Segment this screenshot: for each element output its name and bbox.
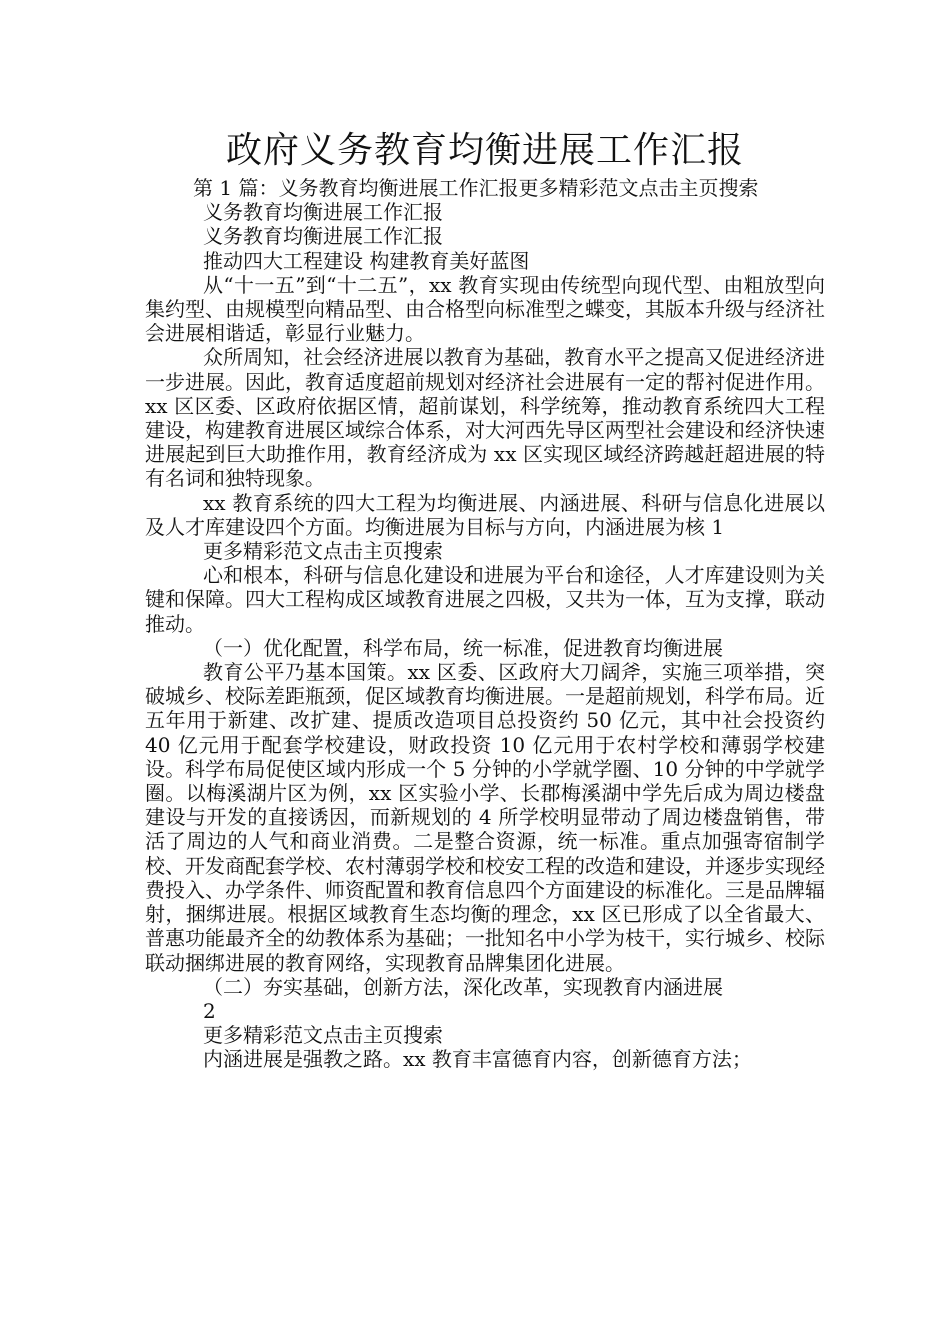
document-title: 政府义务教育均衡进展工作汇报 xyxy=(225,130,744,171)
chapter-heading: 第 1 篇：义务教育均衡进展工作汇报更多精彩范文点击主页搜索 xyxy=(193,176,759,200)
document-page xyxy=(145,128,825,1072)
body-paragraph: 众所周知，社会经济进展以教育为基础，教育水平之提高又促进经济进一步进展。因此，教育适度超前规划对经济社会进展有一定的帮衬促进作用。xx 区区委、区政府依据区情，超前谋划，科学统筹，推动教育系统四大工程建设，构建教育进展区域综合体系，对大河西先导区两型社会建设和经济快速进展起到巨大助推作用，教育经济成为 xx 区实现区域经济跨越赶超进展的特有名词和独特现象。 xyxy=(145,345,825,491)
subtitle-line: 义务教育均衡进展工作汇报 xyxy=(203,200,443,225)
body-paragraph: 教育公平乃基本国策。xx 区委、区政府大刀阔斧，实施三项举措，突破城乡、校际差距瓶颈，促区域教育均衡进展。一是超前规划，科学布局。近五年用于新建、改扩建、提质改造项目总投资约 50 亿元，其中社会投资约 40 亿元用于配套学校建设，财政投资 10 亿元用于农村学校和薄弱学校建设。科学布局促使区域内形成一个 5 分钟的小学就学圈、10 分钟的中学就学圈。以梅溪湖片区为例，xx 区实验小学、长郡梅溪湖中学先后成为周边楼盘建设与开发的直接诱因，而新规划的 4 所学校明显带动了周边楼盘销售，带活了周边的人气和商业消费。二是整合资源，统一标准。重点加强寄宿制学校、开发商配套学校、农村薄弱学校和校安工程的改造和建设，并逐步实现经费投入、办学条件、师资配置和教育信息四个方面建设的标准化。三是品牌辐射，捆绑进展。根据区域教育生态均衡的理念，xx 区已形成了以全省最大、普惠功能最齐全的幼教体系为基础；一批知名中小学为枝干，实行城乡、校际联动捆绑进展的教育网络，实现教育品牌集团化进展。 xyxy=(145,660,825,975)
body-paragraph: 心和根本，科研与信息化建设和进展为平台和途径，人才库建设则为关键和保障。四大工程构成区域教育进展之四极，又共为一体，互为支撑，联动推动。 xyxy=(145,563,825,636)
body-paragraph: 从“十一五”到“十二五”，xx 教育实现由传统型向现代型、由粗放型向集约型、由规模型向精品型、由合格型向标准型之蝶变，其版本升级与经济社会进展相谐适，彰显行业魅力。 xyxy=(145,272,825,346)
section-heading: （一）优化配置，科学布局，统一标准，促进教育均衡进展 xyxy=(203,635,723,660)
page-number: 2 xyxy=(203,998,216,1023)
subtitle-line: 推动四大工程建设 构建教育美好蓝图 xyxy=(203,248,530,273)
body-paragraph: xx 教育系统的四大工程为均衡进展、内涵进展、科研与信息化进展以及人才库建设四个方面。均衡进展为目标与方向，内涵进展为核 1 xyxy=(145,490,825,539)
section-heading: （二）夯实基础，创新方法，深化改革，实现教育内涵进展 xyxy=(203,974,723,999)
subtitle-line: 义务教育均衡进展工作汇报 xyxy=(203,224,443,249)
page-footer-note: 更多精彩范文点击主页搜索 xyxy=(203,1023,443,1048)
page-footer-note: 更多精彩范文点击主页搜索 xyxy=(203,539,443,564)
body-paragraph: 内涵进展是强教之路。xx 教育丰富德育内容，创新德育方法； xyxy=(203,1047,752,1072)
